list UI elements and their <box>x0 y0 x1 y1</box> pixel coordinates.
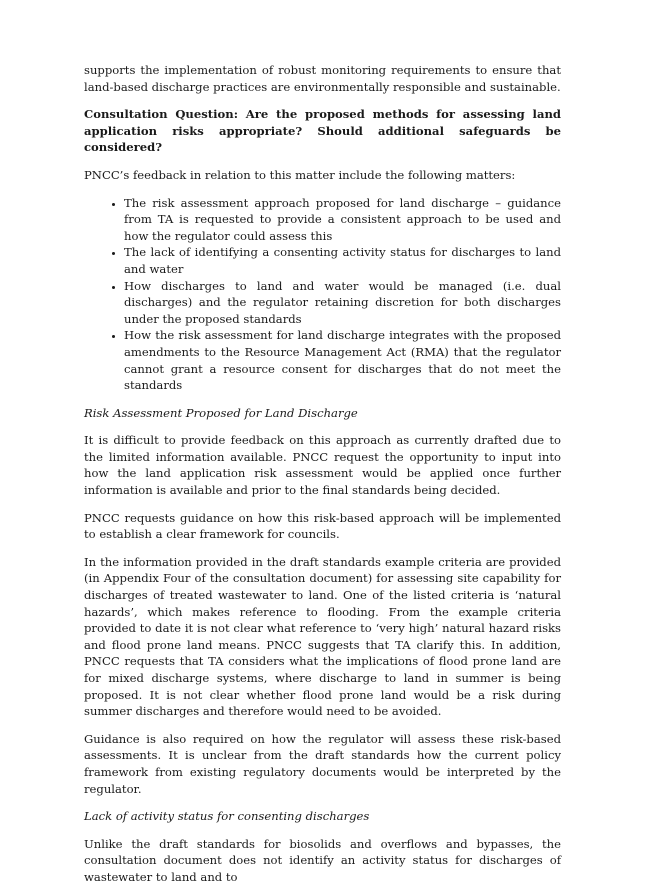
consultation-question: Consultation Question: Are the proposed methods for assessing land application risks appropriate? Should additional safeguards be considered? <box>84 107 561 155</box>
feedback-intro: PNCC’s feedback in relation to this matter include the following matters: <box>84 167 516 182</box>
list-item: • How discharges to land and water would be managed (i.e. dual discharges) and the regulator retaining discretion for both discharges under the proposed standards <box>124 278 561 328</box>
paragraph: Unlike the draft standards for biosolids and overflows and bypasses, the consultation document does not identify an activity status for discharges of wastewater to land and to <box>84 836 561 884</box>
paragraph: It is difficult to provide feedback on this approach as currently drafted due to the limited information available. PNCC request the opportunity to input into how the land application risk assessment would be applied once further information is available and prior to the final standards being decided. <box>84 433 561 498</box>
paragraph: In the information provided in the draft standards example criteria are provided (in Appendix Four of the consultation document) for assessing site capability for discharges of treated wastewater to land. One of the listed criteria is ‘natural hazards’, which makes reference to flooding. From the example criteria provided to date it is not clear what reference to ‘very high’ natural hazard risks and flood prone land means. PNCC suggests that TA clarify this. In addition, PNCC requests that TA considers what the implications of flood prone land are for mixed discharge systems, where discharge to land in summer is being proposed. It is not clear whether flood prone land would be a risk during summer discharges and therefore would need to be avoided. <box>84 554 561 719</box>
feedback-list <box>84 195 561 394</box>
list-item: • How the risk assessment for land discharge integrates with the proposed amendments to the Resource Management Act (RMA) that the regulator cannot grant a resource consent for discharges that do not meet the standards <box>124 327 561 393</box>
section-heading-risk-assessment: Risk Assessment Proposed for Land Discharge <box>84 405 358 420</box>
paragraph: PNCC requests guidance on how this risk-based approach will be implemented to establish a clear framework for councils. <box>84 510 561 542</box>
paragraph: Guidance is also required on how the regulator will assess these risk-based assessments. It is unclear from the draft standards how the current policy framework from existing regulatory documents would be interpreted by the regulator. <box>84 731 561 796</box>
paragraph-continuation: supports the implementation of robust monitoring requirements to ensure that land-based discharge practices are environmentally responsible and sustainable. <box>84 63 561 94</box>
list-item: • The lack of identifying a consenting activity status for discharges to land and water <box>124 244 561 277</box>
list-item: • The risk assessment approach proposed for land discharge – guidance from TA is requested to provide a consistent approach to be used and how the regulator could assess this <box>124 195 561 245</box>
section-heading-activity-status: Lack of activity status for consenting discharges <box>84 809 370 824</box>
